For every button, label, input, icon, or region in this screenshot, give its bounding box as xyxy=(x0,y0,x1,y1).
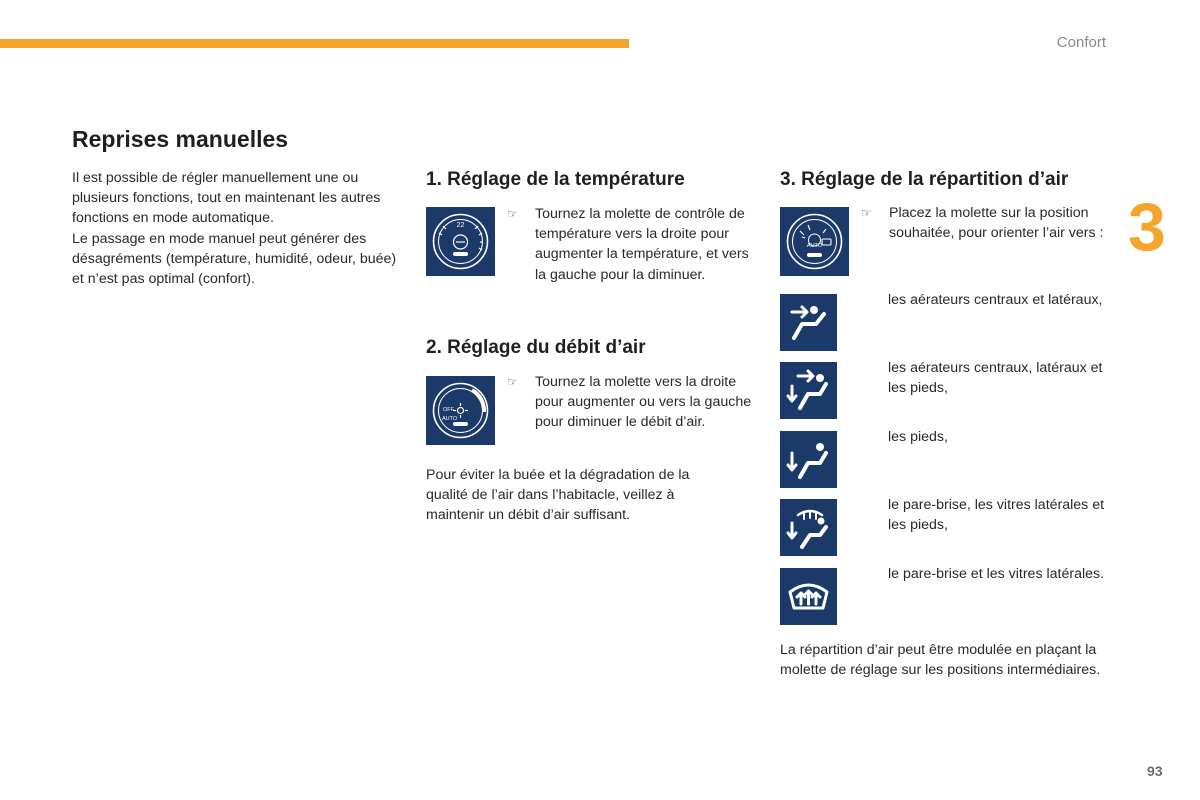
feet-icon xyxy=(780,431,837,488)
page-number: 93 xyxy=(1147,763,1163,779)
airflow-knob-off-label: OFF xyxy=(443,407,454,413)
windscreen-and-feet-icon xyxy=(780,499,837,556)
mode-text-feet: les pieds, xyxy=(888,429,948,445)
temperature-knob-label: 22 xyxy=(456,222,465,229)
intro-text xyxy=(72,168,402,289)
chapter-number: 3 xyxy=(1128,189,1166,265)
airflow-knob-auto-label: AUTO xyxy=(442,416,458,422)
vents-icon xyxy=(780,294,837,351)
temperature-instruction: ☞ Tournez la molette de contrôle de température vers la droite pour augmenter la température, et vers la gauche pour la diminuer. xyxy=(507,206,749,283)
section-label: Confort xyxy=(1056,34,1106,51)
intro-paragraph-2: Le passage en mode manuel peut générer des désagréments (température, humidité, odeur, buée) et n’est pas optimal (confort). xyxy=(72,230,397,288)
mode-text-vents-and-feet: les aérateurs centraux, latéraux et les pieds, xyxy=(888,360,1103,397)
distribution-knob-icon xyxy=(780,207,849,276)
airflow-knob-icon xyxy=(426,376,495,445)
airflow-instruction: ☞ Tournez la molette vers la droite pour augmenter ou vers la gauche pour diminuer le débit d’air. xyxy=(507,374,752,431)
vents-and-feet-icon xyxy=(780,362,837,419)
distribution-instruction: ☞ Placez la molette sur la position souhaitée, pour orienter l’air vers : xyxy=(861,205,1104,242)
windscreen-icon xyxy=(780,568,837,625)
page-title: Reprises manuelles xyxy=(72,126,289,152)
pointer-icon: ☞ xyxy=(507,207,518,221)
header-accent-bar xyxy=(0,39,629,48)
mode-text-windscreen: le pare-brise et les vitres latérales. xyxy=(888,566,1105,582)
temperature-heading: 1. Réglage de la température xyxy=(426,169,685,190)
distribution-knob-label: AUTO xyxy=(806,243,823,249)
distribution-heading: 3. Réglage de la répartition d’air xyxy=(780,169,1069,190)
distribution-note: La répartition d’air peut être modulée en plaçant la molette de réglage sur les positions intermédiaires. xyxy=(780,642,1101,679)
intro-paragraph-1: Il est possible de régler manuellement une ou plusieurs fonctions, tout en maintenant les autres fonctions en mode automatique. xyxy=(72,170,381,227)
pointer-icon: ☞ xyxy=(861,206,872,220)
pointer-icon: ☞ xyxy=(507,375,518,389)
airflow-note: Pour éviter la buée et la dégradation de la qualité de l’air dans l’habitacle, veillez à maintenir un débit d’air suffisant. xyxy=(426,467,690,524)
mode-text-windscreen-and-feet: le pare-brise, les vitres latérales et les pieds, xyxy=(888,497,1105,534)
temperature-knob-icon xyxy=(426,207,495,276)
airflow-heading: 2. Réglage du débit d’air xyxy=(426,337,646,358)
mode-text-vents: les aérateurs centraux et latéraux, xyxy=(888,292,1103,308)
